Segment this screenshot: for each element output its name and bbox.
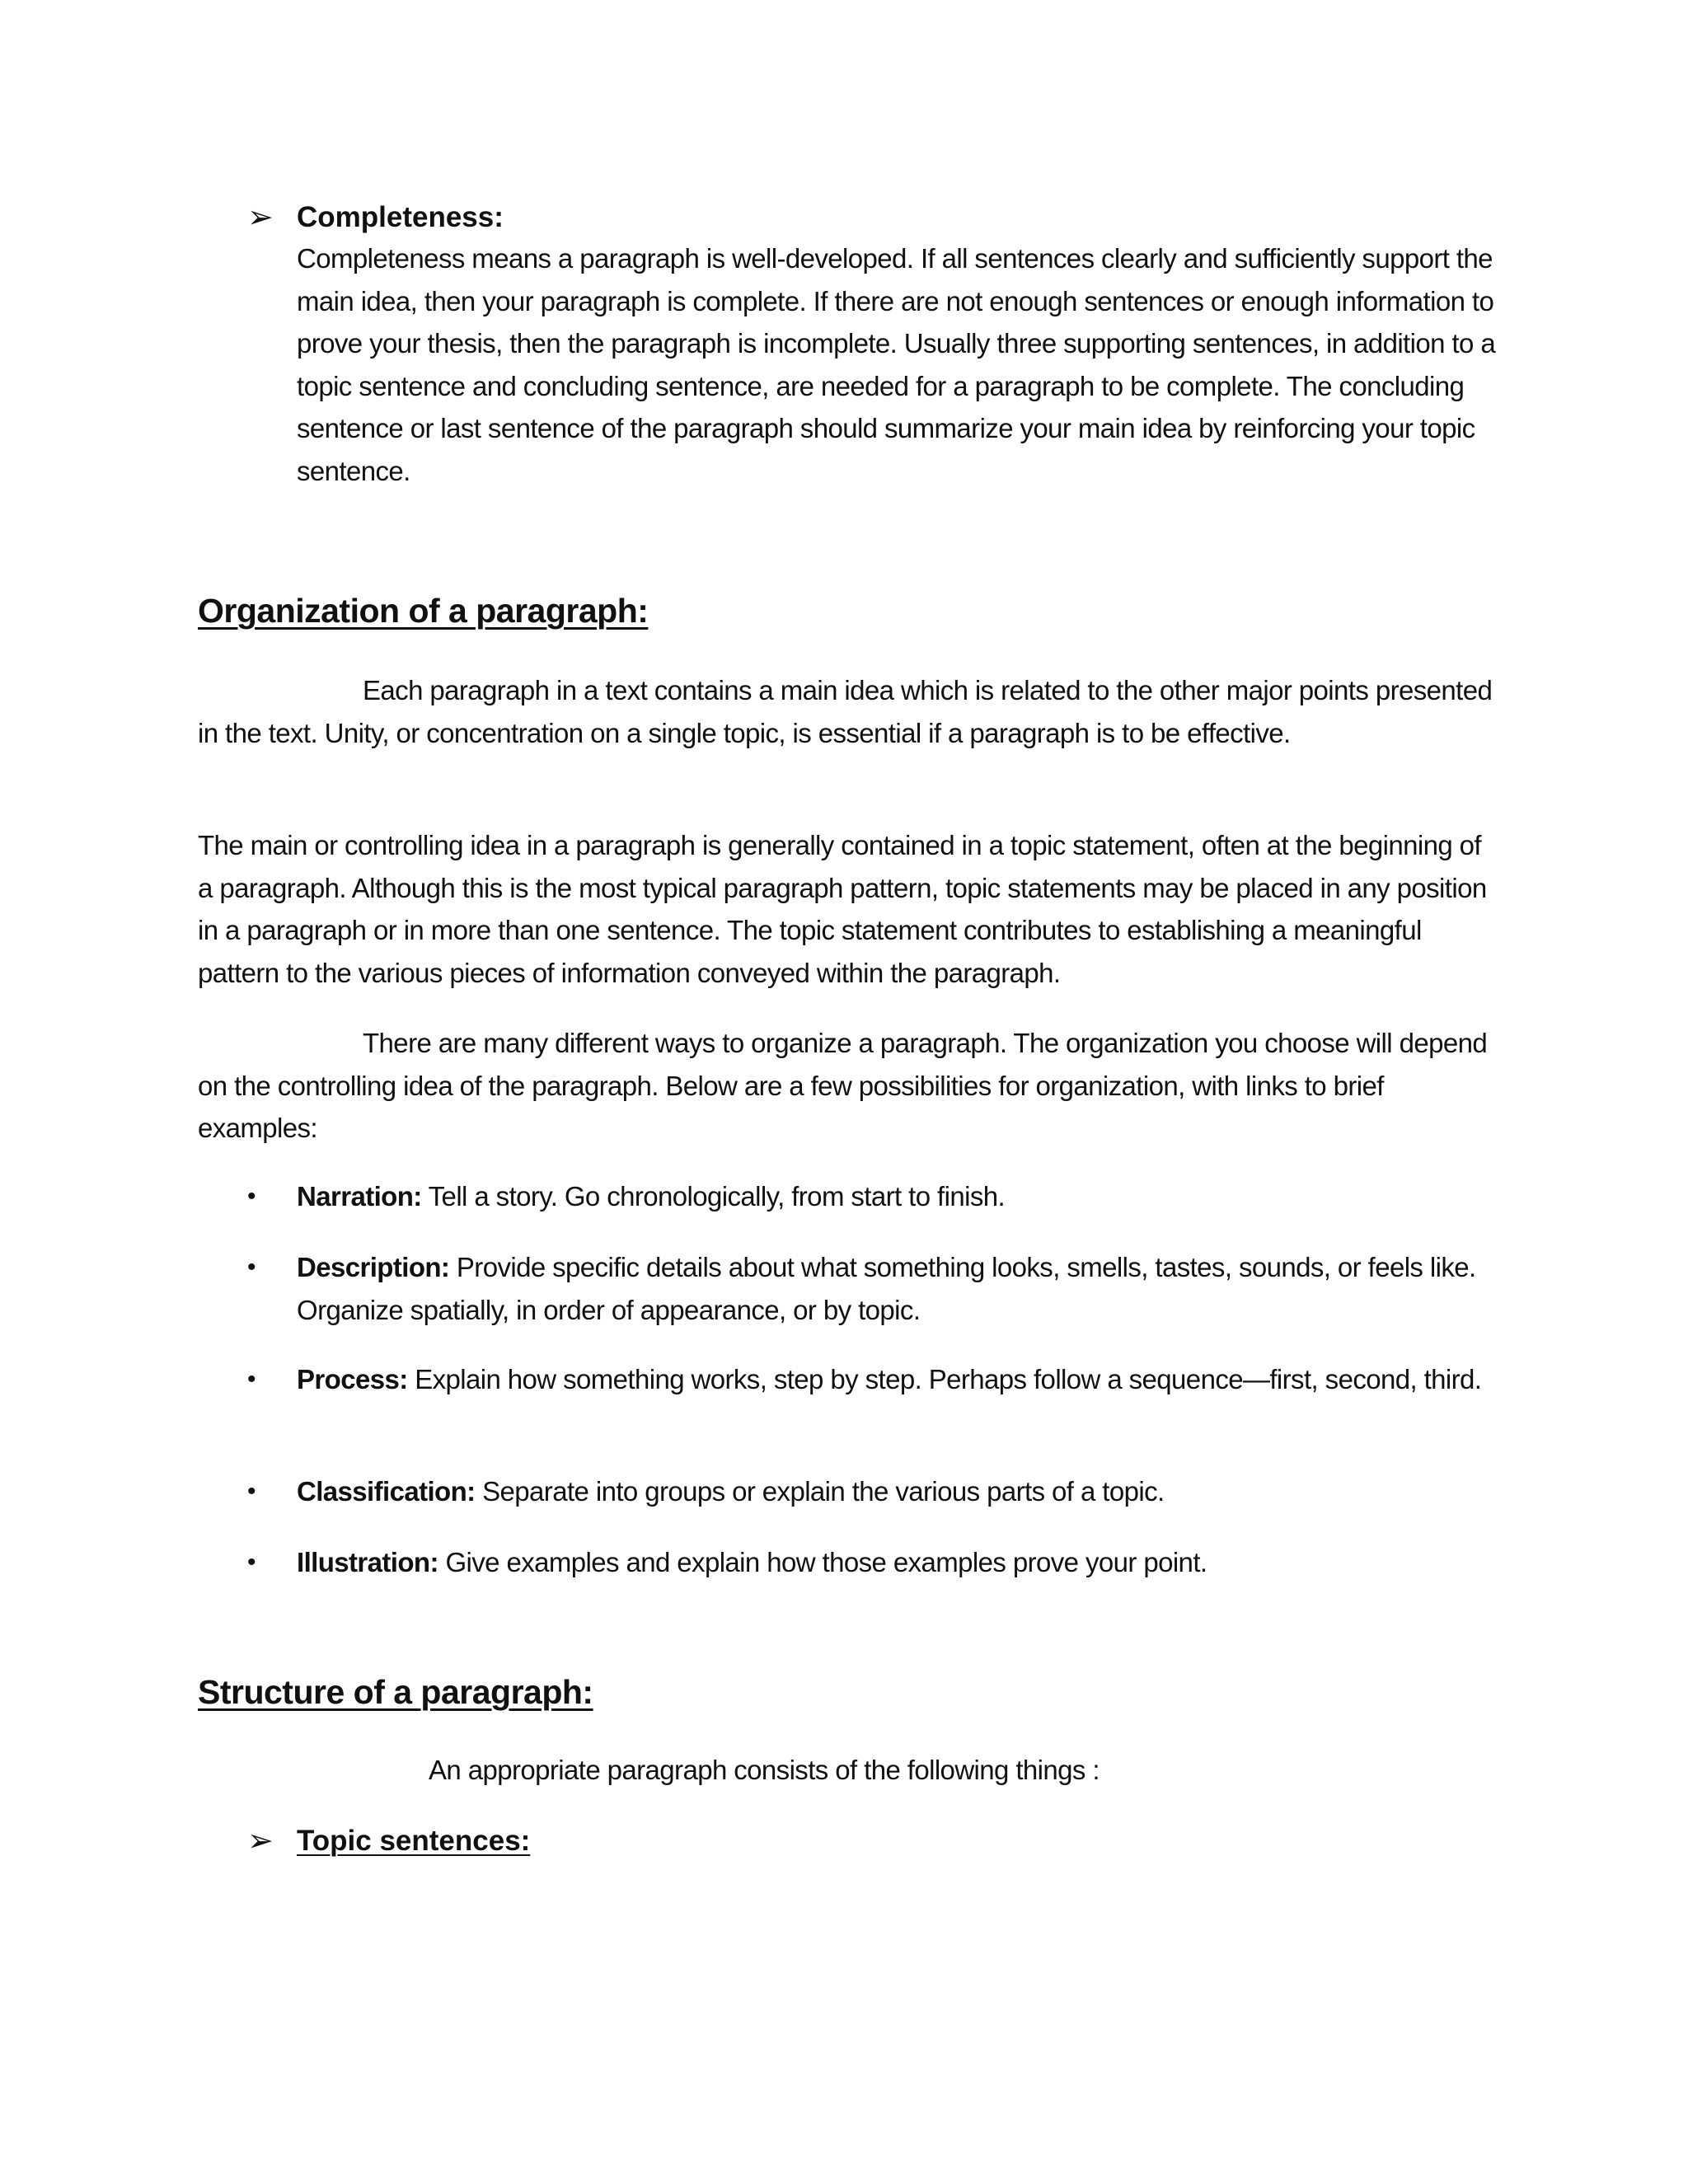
list-item-term: Description: (297, 1252, 450, 1282)
list-item-text (297, 1175, 1500, 1218)
organization-paragraph-2-text: The main or controlling idea in a paragraph is generally contained in a topic statement, often at the beginning of a paragraph. Although this is the most typical paragraph pattern, topic statements may be placed in any position in a paragraph or in more than one sentence. The topic statement contributes to establishing a meaningful pattern to the various pieces of information conveyed within the paragraph. (198, 830, 1487, 988)
arrow-bullet-icon: ➢ (247, 1824, 274, 1858)
bullet-dot-icon: • (247, 1183, 256, 1210)
list-item (198, 1470, 1500, 1513)
bullet-dot-icon: • (247, 1254, 256, 1281)
organization-paragraph-3 (198, 1022, 1500, 1150)
list-item-term: Process: (297, 1364, 408, 1394)
list-item-description: Explain how something works, step by step. Perhaps follow a sequence—first, second, third. (407, 1364, 1482, 1394)
organization-paragraph-1 (198, 669, 1500, 754)
list-item (198, 1358, 1500, 1401)
completeness-body: Completeness means a paragraph is well-developed. If all sentences clearly and sufficiently support the main idea, then your paragraph is complete. If there are not enough sentences or enough information to prove your thesis, then the paragraph is incomplete. Usually three supporting sentences, in addition to a topic sentence and concluding sentence, are needed for a paragraph to be complete. The concluding sentence or last sentence of the paragraph should summarize your main idea by reinforcing your topic sentence. (297, 243, 1496, 486)
arrow-bullet-icon: ➢ (247, 200, 274, 235)
list-item-description: Tell a story. Go chronologically, from start to finish. (421, 1181, 1006, 1212)
structure-intro: An appropriate paragraph consists of the following things : (429, 1755, 1100, 1785)
list-item (198, 1246, 1500, 1331)
list-item-description: Separate into groups or explain the various parts of a topic. (475, 1476, 1165, 1507)
list-item-text (297, 1541, 1500, 1584)
list-item-term: Narration: (297, 1181, 422, 1212)
structure-heading: Structure of a paragraph: (198, 1673, 593, 1711)
list-item (198, 1541, 1500, 1584)
completeness-title: Completeness: (297, 201, 504, 233)
organization-paragraph-3-text: There are many different ways to organize a paragraph. The organization you choose will depend on the controlling idea of the paragraph. Below are a few possibilities for organization, with links to brief examples: (198, 1028, 1488, 1143)
list-item-term: Illustration: (297, 1547, 438, 1577)
bullet-dot-icon: • (247, 1478, 256, 1505)
organization-paragraph-2 (198, 824, 1500, 994)
bullet-dot-icon: • (247, 1366, 256, 1393)
list-item (198, 1175, 1500, 1218)
list-item-description: Provide specific details about what something looks, smells, tastes, sounds, or feels like. Organize spatially, in order of appearance, or by topic. (297, 1252, 1476, 1325)
list-item-text (297, 1358, 1500, 1401)
list-item-description: Give examples and explain how those examples prove your point. (438, 1547, 1207, 1577)
organization-paragraph-1-text: Each paragraph in a text contains a main idea which is related to the other major points presented in the text. Unity, or concentration on a single topic, is essential if a paragraph is to be effective. (198, 675, 1493, 748)
bullet-dot-icon: • (247, 1549, 256, 1576)
topic-sentences-title: Topic sentences: (297, 1825, 531, 1857)
list-item-term: Classification: (297, 1476, 476, 1507)
list-item-text (297, 1470, 1500, 1513)
organization-heading: Organization of a paragraph: (198, 592, 649, 630)
list-item-text (297, 1246, 1500, 1331)
